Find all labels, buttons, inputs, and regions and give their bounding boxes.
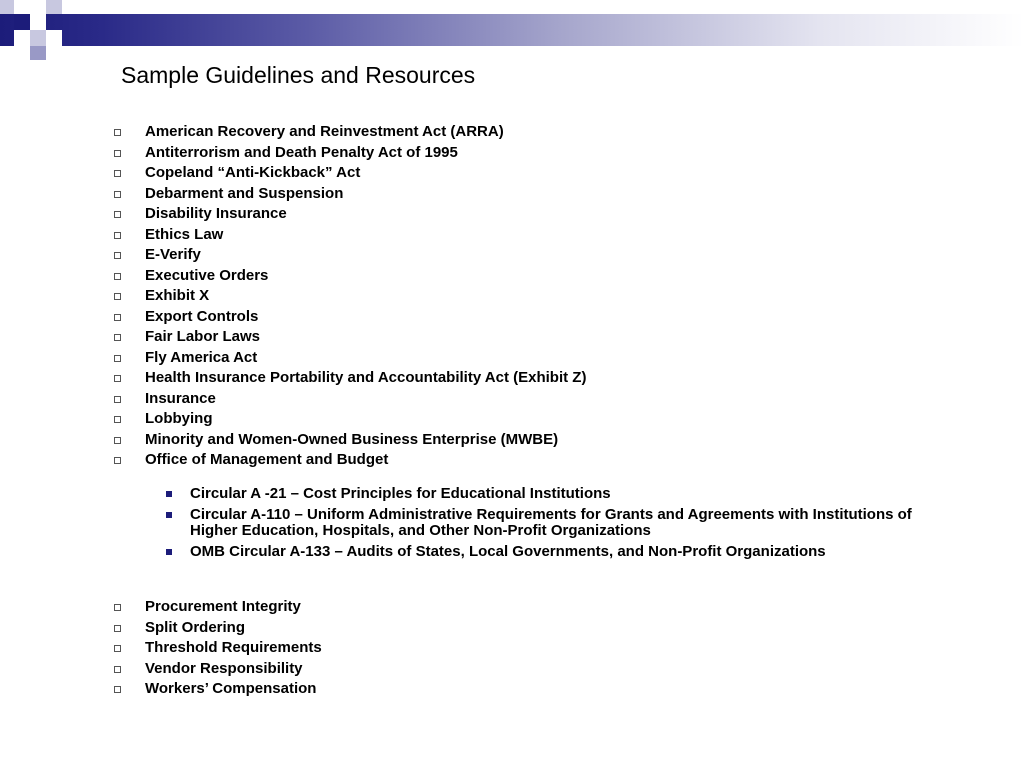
hollow-square-bullet-icon [114, 666, 121, 673]
list-item [112, 245, 992, 266]
resource-list-primary [112, 122, 992, 471]
hollow-square-bullet-icon [114, 396, 121, 403]
filled-square-bullet-icon [166, 549, 172, 555]
list-item [112, 348, 992, 369]
list-item-label: Lobbying [145, 410, 213, 427]
decor-square [46, 0, 62, 14]
omb-sublist-container [166, 486, 926, 564]
list-item-label: Debarment and Suspension [145, 184, 344, 202]
list-item [112, 409, 992, 430]
hollow-square-bullet-icon [114, 252, 121, 259]
hollow-square-bullet-icon [114, 129, 121, 136]
list-item-label: Export Controls [145, 307, 259, 325]
decor-square [14, 14, 30, 30]
hollow-square-bullet-icon [114, 375, 121, 382]
list-item-label: Office of Management and Budget [145, 451, 389, 468]
decor-square [30, 30, 46, 46]
hollow-square-bullet-icon [114, 625, 121, 632]
list-item-label: Fair Labor Laws [145, 328, 261, 345]
list-item-label: Health Insurance Portability and Accountability Act (Exhibit Z) [145, 369, 587, 386]
list-item-label: Disability Insurance [145, 205, 287, 222]
filled-square-bullet-icon [166, 491, 172, 497]
list-item [112, 266, 992, 287]
filled-square-bullet-icon [166, 512, 172, 518]
list-item [112, 163, 992, 184]
hollow-square-bullet-icon [114, 645, 121, 652]
list-item [112, 618, 992, 639]
decor-square [30, 14, 46, 30]
list-item [112, 327, 992, 348]
list-item [112, 389, 992, 410]
sub-list-item [166, 507, 926, 540]
list-item-label: Copeland “Anti-Kickback” Act [145, 164, 361, 181]
hollow-square-bullet-icon [114, 686, 121, 693]
hollow-square-bullet-icon [114, 604, 121, 611]
list-item-label: Workers’ Compensation [145, 680, 317, 697]
hollow-square-bullet-icon [114, 211, 121, 218]
list-item [112, 122, 992, 143]
list-item [112, 184, 992, 205]
list-item-label: American Recovery and Reinvestment Act (ARRA) [145, 123, 504, 140]
page-title: Sample Guidelines and Resources [121, 62, 476, 88]
hollow-square-bullet-icon [114, 314, 121, 321]
list-item [112, 204, 992, 225]
list-item-label: Minority and Women-Owned Business Enterprise (MWBE) [145, 430, 559, 448]
list-item [112, 307, 992, 328]
decor-square [14, 30, 30, 46]
list-item-label: Insurance [145, 389, 216, 407]
list-item [112, 368, 992, 389]
hollow-square-bullet-icon [114, 170, 121, 177]
hollow-square-bullet-icon [114, 355, 121, 362]
list-item-label: Executive Orders [145, 266, 269, 284]
sub-list-item-label: OMB Circular A-133 – Audits of States, Local Governments, and Non-Profit Organizations [190, 542, 826, 560]
header-gradient-band [0, 14, 1024, 46]
list-item [112, 430, 992, 451]
list-item-label: Procurement Integrity [145, 598, 301, 615]
list-item-label: Fly America Act [145, 348, 258, 366]
hollow-square-bullet-icon [114, 232, 121, 239]
hollow-square-bullet-icon [114, 457, 121, 464]
list-item-label: Ethics Law [145, 225, 224, 243]
list-item-label: Threshold Requirements [145, 639, 322, 656]
decor-square [30, 46, 46, 60]
sub-list-item-label: Circular A -21 – Cost Principles for Educational Institutions [190, 485, 611, 502]
hollow-square-bullet-icon [114, 416, 121, 423]
list-item [112, 286, 992, 307]
list-item [112, 679, 992, 700]
list-item-label: Split Ordering [145, 618, 246, 636]
sub-list-item [166, 486, 926, 503]
resource-list-secondary [112, 597, 992, 700]
decor-square [46, 30, 62, 46]
hollow-square-bullet-icon [114, 437, 121, 444]
decor-square [0, 0, 14, 14]
hollow-square-bullet-icon [114, 334, 121, 341]
list-item-label: Antiterrorism and Death Penalty Act of 1995 [145, 143, 458, 161]
list-item [112, 659, 992, 680]
list-item [112, 143, 992, 164]
list-item-label: E-Verify [145, 246, 201, 263]
hollow-square-bullet-icon [114, 293, 121, 300]
sub-list-item [166, 544, 926, 561]
hollow-square-bullet-icon [114, 150, 121, 157]
list-item [112, 450, 992, 471]
list-item-label: Vendor Responsibility [145, 659, 303, 677]
list-item [112, 638, 992, 659]
sub-list-item-label: Circular A-110 – Uniform Administrative Requirements for Grants and Agreements with Institutions of Higher Education, Hospitals, and Other Non-Profit Organizations [190, 505, 912, 539]
omb-sublist [166, 486, 926, 560]
list-item [112, 225, 992, 246]
hollow-square-bullet-icon [114, 273, 121, 280]
hollow-square-bullet-icon [114, 191, 121, 198]
decor-square [62, 0, 76, 14]
list-item [112, 597, 992, 618]
list-item-label: Exhibit X [145, 287, 210, 304]
